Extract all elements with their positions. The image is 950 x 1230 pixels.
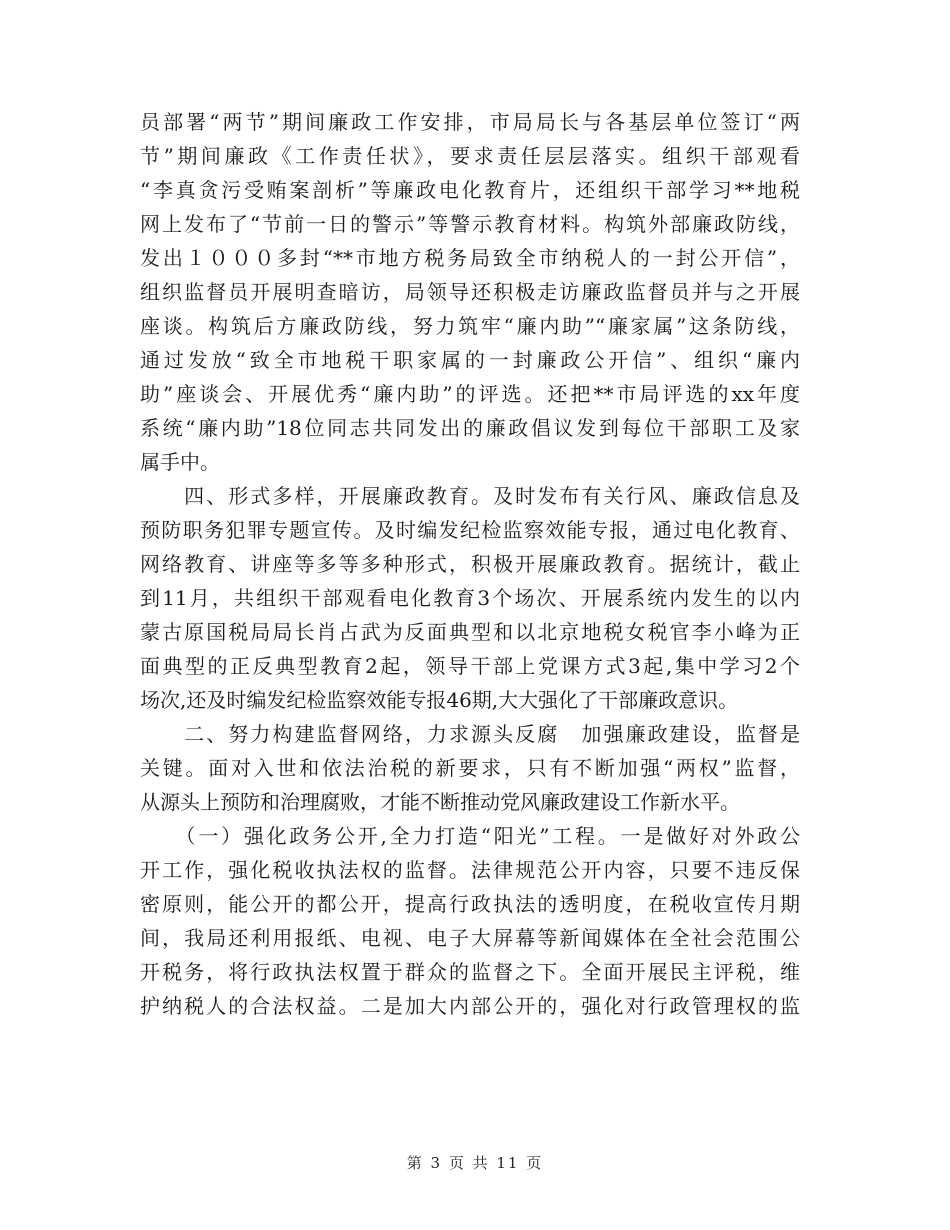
- text-line: 发出１０００多封“**市地方税务局致全市纳税人的一封公开信”，: [140, 246, 800, 270]
- text-line: 四、形式多样，开展廉政教育。及时发布有关行风、廉政信息及: [140, 484, 800, 508]
- text-line: 从源头上预防和治理腐败，才能不断推动党风廉政建设工作新水平。: [140, 790, 740, 814]
- text-line: 员部署“两节”期间廉政工作安排，市局局长与各基层单位签订“两: [140, 110, 800, 134]
- text-line: （一）强化政务公开,全力打造“阳光”工程。一是做好对外政公: [140, 824, 800, 848]
- text-line: “李真贪污受贿案剖析”等廉政电化教育片，还组织干部学习**地税: [140, 178, 800, 202]
- text-line: 网络教育、讲座等多等多种形式，积极开展廉政教育。据统计，截止: [140, 552, 800, 576]
- body-text: [140, 105, 800, 1023]
- text-line: 座谈。构筑后方廉政防线，努力筑牢“廉内助”“廉家属”这条防线，: [140, 314, 800, 338]
- text-line: 关键。面对入世和依法治税的新要求，只有不断加强“两权”监督，: [140, 756, 800, 780]
- text-line: 节”期间廉政《工作责任状》，要求责任层层落实。组织干部观看: [140, 144, 800, 168]
- text-line: 护纳税人的合法权益。二是加大内部公开的，强化对行政管理权的监: [140, 994, 800, 1018]
- text-line: 通过发放“致全市地税干职家属的一封廉政公开信”、组织“廉内: [140, 348, 800, 372]
- text-line: 密原则，能公开的都公开，提高行政执法的透明度，在税收宣传月期: [140, 892, 800, 916]
- page-footer: 第 3 页 共 11 页: [406, 1154, 544, 1172]
- text-line: 组织监督员开展明查暗访，局领导还积极走访廉政监督员并与之开展: [140, 280, 800, 304]
- text-line: 间，我局还利用报纸、电视、电子大屏幕等新闻媒体在全社会范围公: [140, 926, 800, 950]
- text-line: 系统“廉内助”18位同志共同发出的廉政倡议发到每位干部职工及家: [140, 416, 800, 440]
- text-line: 预防职务犯罪专题宣传。及时编发纪检监察效能专报，通过电化教育、: [140, 518, 800, 542]
- text-line: 网上发布了“节前一日的警示”等警示教育材料。构筑外部廉政防线，: [140, 212, 800, 236]
- text-line: 面典型的正反典型教育2起，领导干部上党课方式3起,集中学习2个: [140, 654, 800, 678]
- text-line: 助”座谈会、开展优秀“廉内助”的评选。还把**市局评选的xx年度: [140, 382, 800, 406]
- text-line: 到11月，共组织干部观看电化教育3个场次、开展系统内发生的以内: [140, 586, 800, 610]
- text-line: 二、努力构建监督网络，力求源头反腐 加强廉政建设，监督是: [140, 722, 800, 746]
- text-line: 开税务，将行政执法权置于群众的监督之下。全面开展民主评税，维: [140, 960, 800, 984]
- text-line: 蒙古原国税局局长肖占武为反面典型和以北京地税女税官李小峰为正: [140, 620, 800, 644]
- text-line: 开工作，强化税收执法权的监督。法律规范公开内容，只要不违反保: [140, 858, 800, 882]
- text-line: 属手中。: [140, 450, 220, 474]
- text-line: 场次,还及时编发纪检监察效能专报46期,大大强化了干部廉政意识。: [140, 688, 739, 712]
